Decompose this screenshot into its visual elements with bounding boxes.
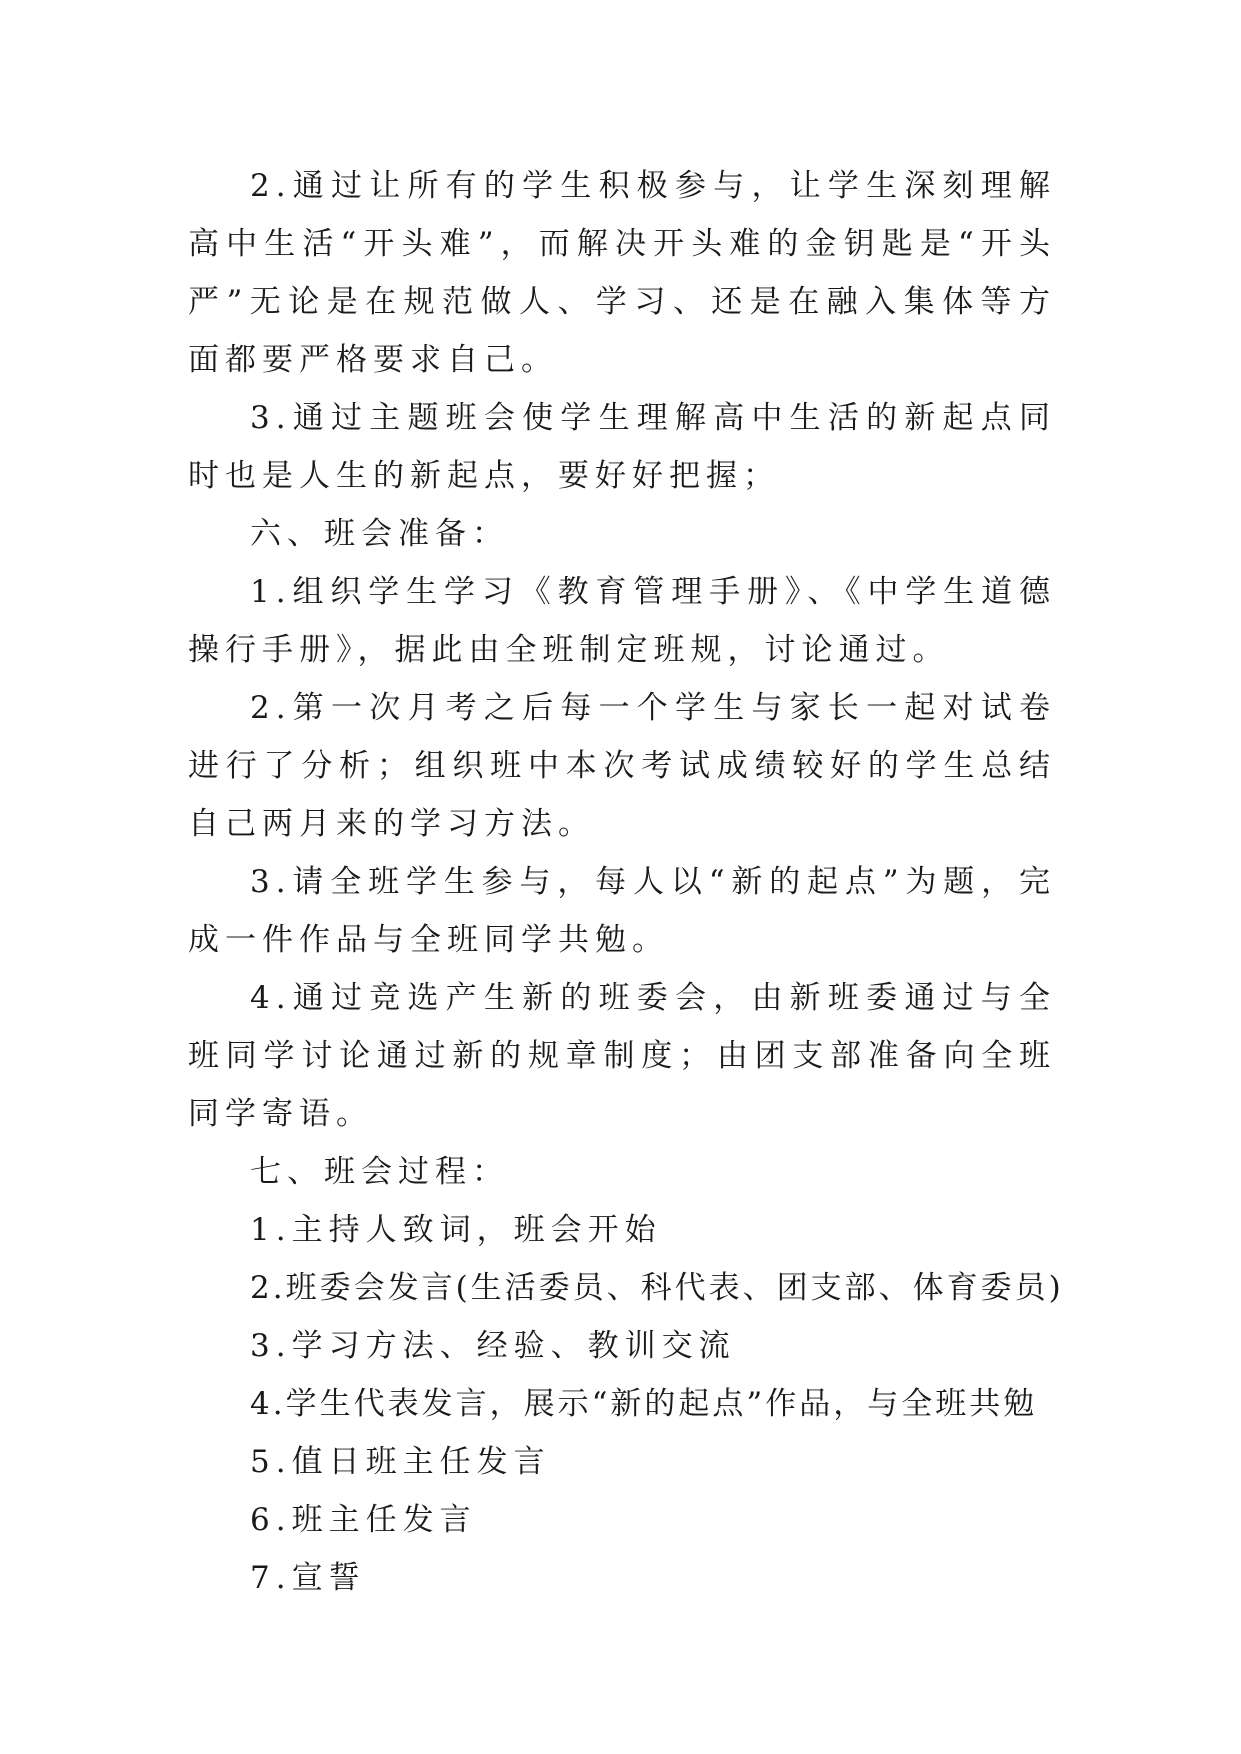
section-heading-process: 七、班会过程： xyxy=(250,1154,509,1190)
paragraph-goal-3: 3.通过主题班会使学生理解高中生活的新起点同时也是人生的新起点，要好好把握； xyxy=(188,400,1056,494)
paragraph-process-1: 1.主持人致词，班会开始 xyxy=(250,1212,662,1248)
paragraph-goal-2: 2.通过让所有的学生积极参与，让学生深刻理解高中生活“开头难”，而解决开头难的金钥匙是“开头严”无论是在规范做人、学习、还是在融入集体等方面都要严格要求自己。 xyxy=(188,168,1056,378)
paragraph-process-4: 4.学生代表发言，展示“新的起点”作品，与全班共勉 xyxy=(250,1386,1038,1422)
paragraph-process-7: 7.宣誓 xyxy=(250,1560,366,1596)
paragraph-process-2: 2.班委会发言(生活委员、科代表、团支部、体育委员) xyxy=(250,1270,1064,1306)
paragraph-prep-1: 1.组织学生学习《教育管理手册》、《中学生道德操行手册》，据此由全班制定班规，讨论通过。 xyxy=(188,574,1056,668)
paragraph-prep-2: 2.第一次月考之后每一个学生与家长一起对试卷进行了分析；组织班中本次考试成绩较好的学生总结自己两月来的学习方法。 xyxy=(188,690,1056,842)
paragraph-prep-4: 4.通过竞选产生新的班委会，由新班委通过与全班同学讨论通过新的规章制度；由团支部准备向全班同学寄语。 xyxy=(188,980,1056,1132)
paragraph-prep-3: 3.请全班学生参与，每人以“新的起点”为题，完成一件作品与全班同学共勉。 xyxy=(188,864,1056,958)
paragraph-process-6: 6.班主任发言 xyxy=(250,1502,477,1538)
document-body xyxy=(188,157,1064,1607)
paragraph-process-5: 5.值日班主任发言 xyxy=(250,1444,551,1480)
section-heading-preparation: 六、班会准备： xyxy=(250,516,509,552)
paragraph-process-3: 3.学习方法、经验、教训交流 xyxy=(250,1328,736,1364)
